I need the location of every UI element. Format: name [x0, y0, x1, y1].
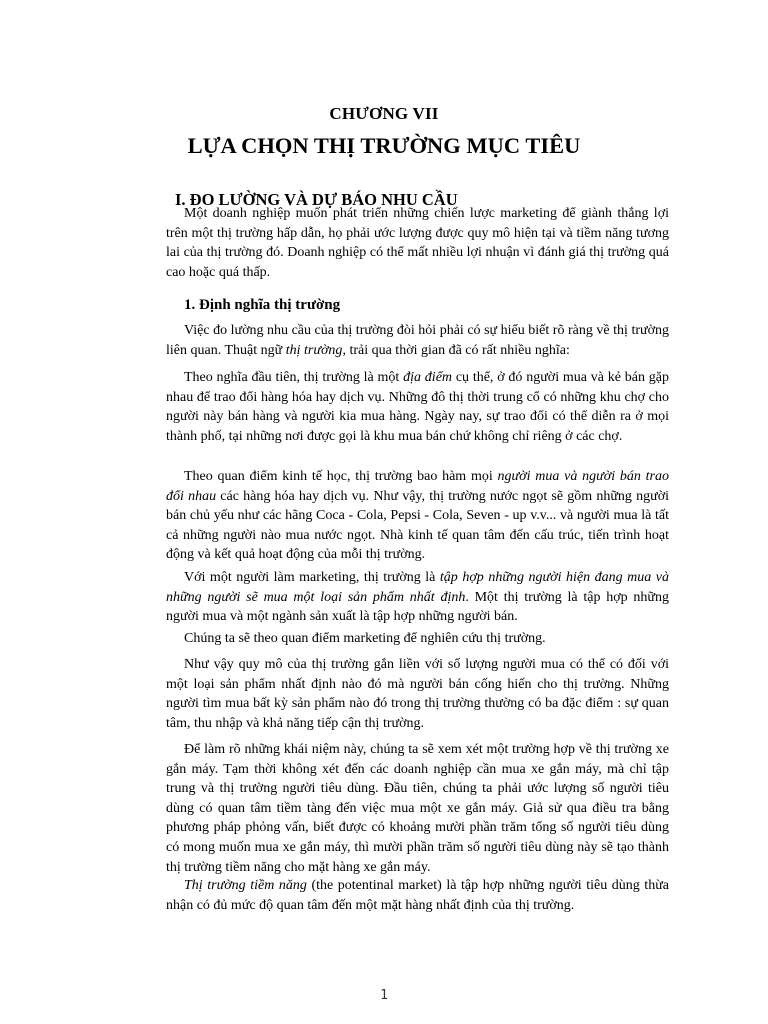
paragraph-text: Việc đo lường nhu cầu của thị trường đòi hỏi phải có sự hiểu biết rõ ràng về thị trường liên quan. Thuật ngữ — [166, 323, 669, 358]
paragraph-economics-view — [166, 467, 669, 565]
paragraph-market-definition — [166, 321, 669, 360]
paragraph-first-meaning — [166, 368, 669, 446]
paragraph-marketing-view — [166, 568, 669, 627]
italic-term: thị trường — [285, 342, 343, 358]
section-heading: I. ĐO LƯỜNG VÀ DỰ BÁO NHU CẦU — [175, 190, 458, 209]
paragraph-motorbike-example: Để làm rõ những khái niệm này, chúng ta sẽ xem xét một trường hợp về thị trường xe gắn máy. Tạm thời không xét đến các doanh nghiệp cần mua xe gắn máy, mà chỉ tập trung và thị trường người tiêu dùng. Đầu tiên, chúng ta phải ước lượng số người tiêu dùng có quan tâm tiềm tàng đến việc mua một xe gắn máy. Giả sử qua điều tra bằng phương pháp phỏng vấn, biết được có khoảng mười phần trăm tổng số người tiêu dùng có mong muốn mua xe gắn máy, thì mười phần trăm số người tiêu dùng này sẽ tạo thành thị trường tiềm năng cho mặt hàng xe gắn máy. — [166, 742, 669, 875]
paragraph-text: , trải qua thời gian đã có rất nhiều nghĩa: — [342, 342, 570, 358]
paragraph-text: Với một người làm marketing, thị trường là — [184, 570, 440, 585]
paragraph-text: Theo quan điểm kinh tế học, thị trường bao hàm mọi — [184, 469, 498, 484]
italic-term: địa điểm — [403, 370, 453, 385]
paragraph-text: các hàng hóa hay dịch vụ. Như vậy, thị trường nước ngọt sẽ gồm những người bán chủ yếu như các hãng Coca - Cola, Pepsi - Cola, Seven - up v.v... và người mua là tất cả những người nào mua nước ngọt. Nhà kinh tế quan tâm đến cấu trúc, tiến trình hoạt động và kết quả hoạt động của mỗi thị trường. — [166, 488, 670, 563]
paragraph-text: (the potentinal market) là tập hợp những người tiêu dùng thừa nhận có đủ mức độ quan tâm đến một mặt hàng nhất định của thị trường. — [166, 878, 670, 913]
paragraph-text: cụ thể, ở đó người mua và kẻ bán gặp nhau để trao đổi hàng hóa hay dịch vụ. Những đô thị thời trung cổ có những khu chợ cho người này bán hàng và người kia mua hàng. Ngày nay, sự trao đổi có thể diễn ra ở mọi thành phố, tại những nơi được gọi là khu mua bán chứ không chỉ riêng ở các chợ. — [166, 370, 670, 444]
page-number: 1 — [380, 988, 388, 1003]
paragraph-potential-market — [166, 876, 669, 915]
chapter-title: LỰA CHỌN THỊ TRƯỜNG MỤC TIÊU — [187, 133, 581, 158]
chapter-label: CHƯƠNG VII — [329, 104, 439, 123]
italic-term: người mua và người bán trao đổi nhau — [166, 469, 669, 504]
italic-term: Thị trường tiềm năng — [184, 878, 307, 893]
subsection-heading: 1. Định nghĩa thị trường — [184, 297, 341, 313]
paragraph-marketing-approach: Chúng ta sẽ theo quan điểm marketing để nghiên cứu thị trường. — [184, 631, 546, 646]
paragraph-text: . Một thị trường là tập hợp những người mua và một ngành sản xuất là tập hợp những người bán. — [166, 589, 669, 625]
paragraph-market-size: Như vậy quy mô của thị trường gắn liền với số lượng người mua có thể có đối với một loại sản phẩm nhất định nào đó mà người bán cống hiến cho thị trường. Những người tìm mua bất kỳ sản phẩm nào đó trong thị trường thường có ba đặc điểm : sự quan tâm, thu nhập và khả năng tiếp cận thị trường. — [166, 657, 669, 731]
paragraph-intro: Một doanh nghiệp muốn phát triển những chiến lược marketing để giành thắng lợi trên một thị trường hấp dẫn, họ phải ước lượng được quy mô hiện tại và tiềm năng tương lai của thị trường đó. Doanh nghiệp có thể mất nhiều lợi nhuận vì đánh giá thị trường quá cao hoặc quá thấp. — [166, 206, 669, 280]
paragraph-text: Theo nghĩa đầu tiên, thị trường là một — [184, 370, 404, 385]
italic-term: tập hợp những người hiện đang mua và những người sẽ mua một loại sản phẩm nhất định — [166, 570, 669, 605]
